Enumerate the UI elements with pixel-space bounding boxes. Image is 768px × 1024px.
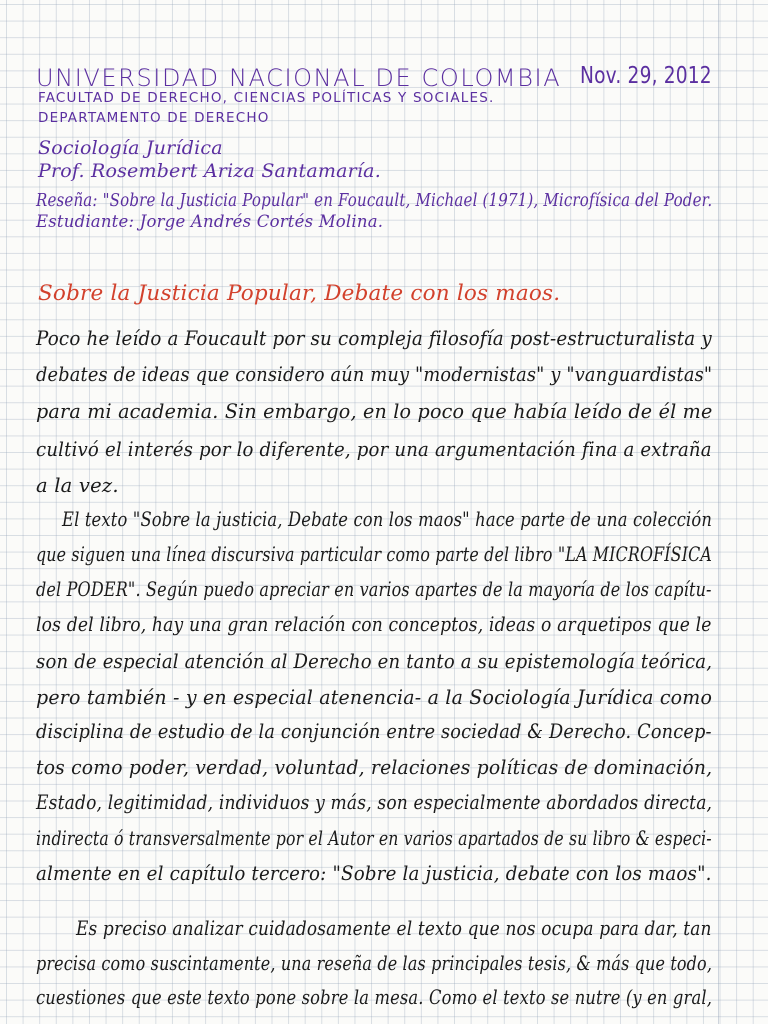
department-line: DEPARTAMENTO DE DERECHO [38, 110, 270, 126]
body-line: son de especial atención al Derecho en tanto a su epistemología teórica, [36, 650, 713, 673]
body-line: Poco he leído a Foucault por su compleja filosofía post-estructuralista y [36, 327, 712, 350]
university-heading: UNIVERSIDAD NACIONAL DE COLOMBIA [36, 64, 562, 92]
faculty-line: FACULTAD DE DERECHO, CIENCIAS POLÍTICAS Y SOCIALES. [38, 90, 495, 106]
body-line: Es preciso analizar cuidadosamente el texto que nos ocupa para dar, tan [76, 917, 712, 940]
body-line: tos como poder, verdad, voluntad, relaciones políticas de dominación, [36, 756, 713, 779]
body-line: cuestiones que este texto pone sobre la mesa. Como el texto se nutre (y en gral, [36, 986, 713, 1009]
body-line: a la vez. [36, 474, 119, 497]
body-line: Estado, legitimidad, individuos y más, son especialmente abordados directa, [36, 791, 713, 814]
body-line: El texto "Sobre la justicia, Debate con los maos" hace parte de una colección [62, 508, 713, 531]
margin-line [718, 0, 719, 1024]
body-line: que siguen una línea discursiva particular como parte del libro "LA MICROFÍSICA [36, 543, 713, 566]
body-line: disciplina de estudio de la conjunción entre sociedad & Derecho. Concep- [36, 720, 712, 743]
student-name: Estudiante: Jorge Andrés Cortés Molina. [36, 212, 384, 231]
body-line: precisa como suscintamente, una reseña de las principales tesis, & más que todo, [36, 952, 713, 975]
body-line: pero también - y en especial atenencia- a la Sociología Jurídica como [36, 686, 713, 709]
body-line: para mi academia. Sin embargo, en lo poco que había leído de él me [36, 400, 713, 423]
body-line: indirecta ó transversalmente por el Autor en varios apartados de su libro & especi- [36, 827, 712, 850]
course-name: Sociología Jurídica [38, 137, 223, 159]
professor-name: Prof. Rosembert Ariza Santamaría. [38, 160, 381, 182]
body-line: almente en el capítulo tercero: "Sobre la justicia, debate con los maos". [36, 862, 712, 885]
essay-title: Sobre la Justicia Popular, Debate con los maos. [38, 281, 561, 306]
body-line: debates de ideas que considero aún muy "modernistas" y "vanguardistas" [36, 363, 713, 386]
body-line: del PODER". Según puedo apreciar en varios apartes de la mayoría de los capítu- [36, 578, 712, 601]
body-line: cultivó el interés por lo diferente, por una argumentación fina a extraña [36, 438, 712, 461]
body-line: los del libro, hay una gran relación con conceptos, ideas o arquetipos que le [36, 613, 712, 636]
review-reference: Reseña: "Sobre la Justicia Popular" en Foucault, Michael (1971), Microfísica del Poder. [36, 191, 713, 211]
date: Nov. 29, 2012 [580, 63, 712, 89]
